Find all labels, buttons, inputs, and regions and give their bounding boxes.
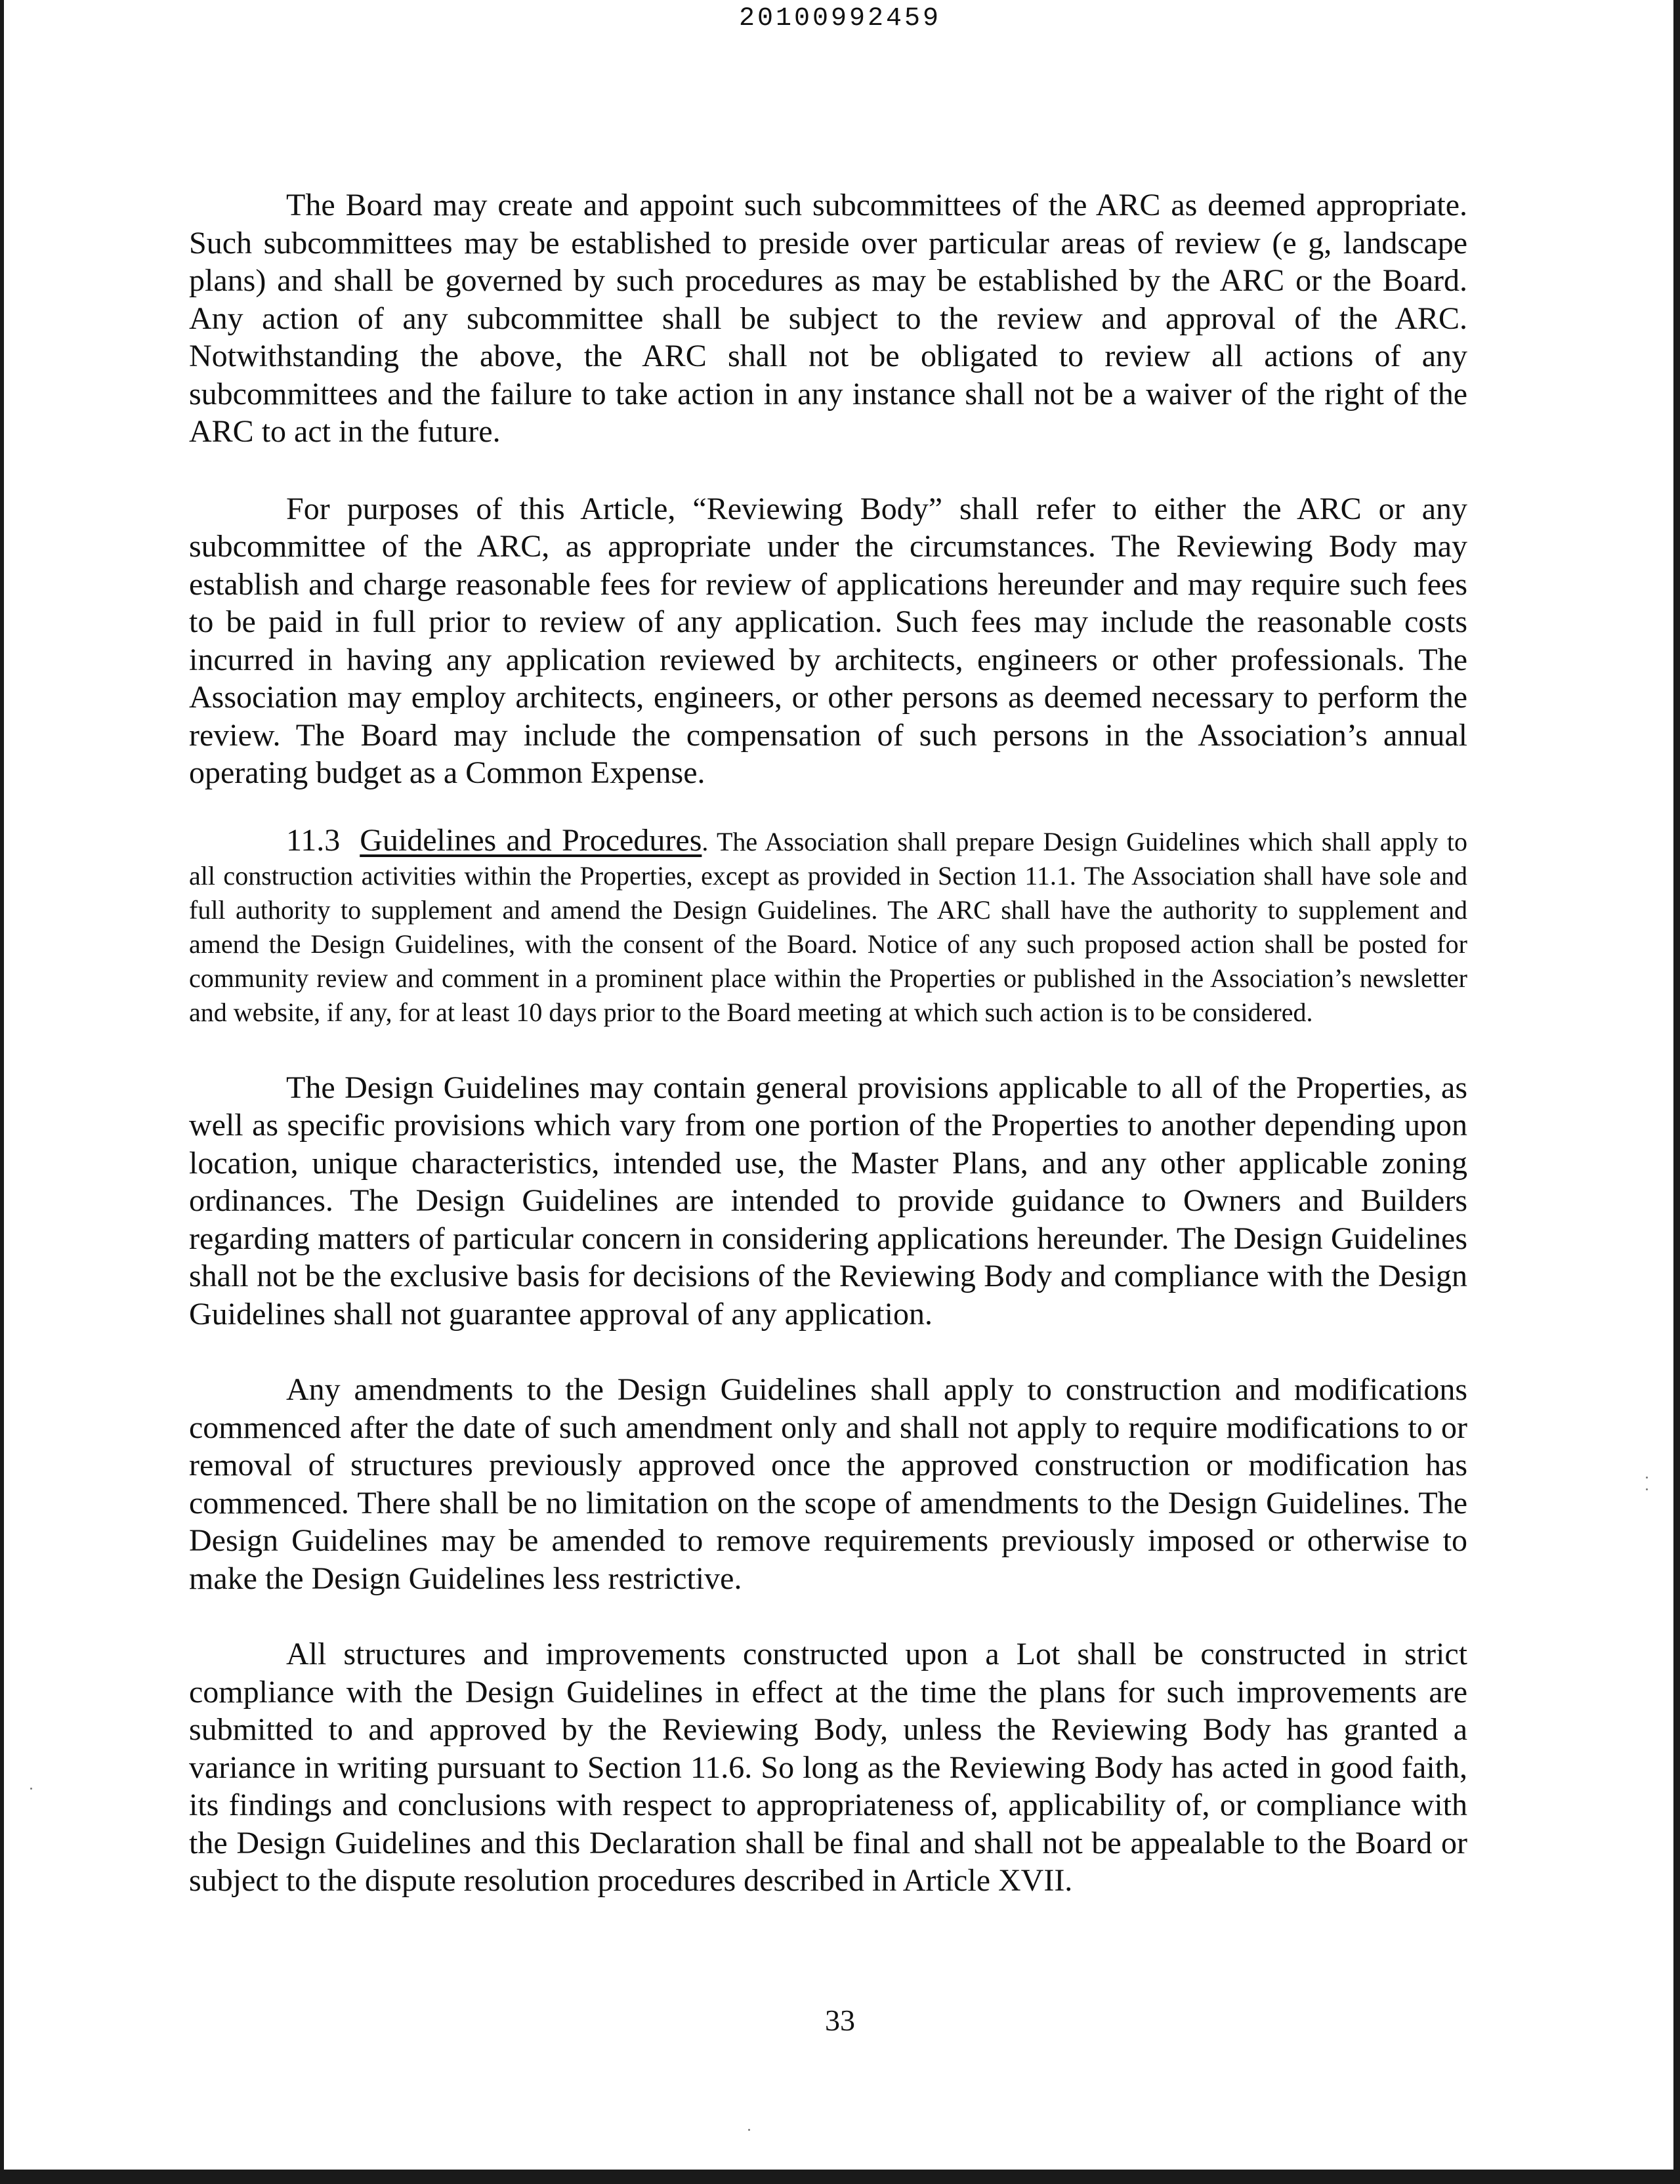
scan-speck [748,2129,750,2131]
scan-border-left [0,0,4,2184]
scan-border-bottom [0,2170,1680,2184]
section-heading: Guidelines and Procedures [360,822,702,858]
page-body [189,186,1467,1938]
paragraph-subcommittees: The Board may create and appoint such subcommittees of the ARC as deemed appropriate. Such subcommittees may be established to preside over particular areas of review (e g, landscape plans) and shall be governed by such procedures as may be established by the ARC or the Board. Any action of any subcommittee shall be subject to the review and approval of the ARC. Notwithstanding the above, the ARC shall not be obligated to review all actions of any subcommittees and the failure to take action in any instance shall not be a waiver of the right of the ARC to act in the future. [189,188,1467,449]
scan-speck [1646,1477,1648,1479]
section-11-3 [189,824,1467,1030]
page-number: 33 [825,2004,855,2037]
paragraph-compliance: All structures and improvements constructed upon a Lot shall be constructed in strict compliance with the Design Guidelines in effect at the time the plans for such improvements are submitted to and approved by the Reviewing Body, unless the Reviewing Body has granted a variance in writing pursuant to Section 11.6. So long as the Reviewing Body has acted in good faith, its findings and conclusions with respect to appropriateness of, applicability of, or compliance with the Design Guidelines and this Declaration shall be final and shall not be appealable to the Board or subject to the dispute resolution procedures described in Article XVII. [189,1637,1467,1898]
document-number: 20100992459 [738,4,942,33]
section-number: 11.3 [286,822,341,858]
scan-border-right [1673,0,1680,2184]
paragraph-guideline-provisions: The Design Guidelines may contain general provisions applicable to all of the Properties, as well as specific provisions which vary from one portion of the Properties to another depending upon location, unique characteristics, intended use, the Master Plans, and any other applicable zoning ordinances. The Design Guidelines are intended to provide guidance to Owners and Builders regarding matters of particular concern in considering applications hereunder. The Design Guidelines shall not be the exclusive basis for decisions of the Reviewing Body and compliance with the Design Guidelines shall not guarantee approval of any application. [189,1070,1467,1332]
section-text: . The Association shall prepare Design Guidelines which shall apply to all construction activities within the Properties, except as provided in Section 11.1. The Association shall have sole and full authority to supplement and amend the Design Guidelines. The ARC shall have the authority to supplement and amend the Design Guidelines, with the consent of the Board. Notice of any such proposed action shall be posted for community review and comment in a prominent place within the Properties or published in the Association’s newsletter and website, if any, for at least 10 days prior to the Board meeting at which such action is to be considered. [189,826,1467,1027]
scan-speck [30,1788,32,1790]
paragraph-reviewing-body: For purposes of this Article, “Reviewing Body” shall refer to either the ARC or any subcommittee of the ARC, as appropriate under the circumstances. The Reviewing Body may establish and charge reasonable fees for review of applications hereunder and may require such fees to be paid in full prior to review of any application. Such fees may include the reasonable costs incurred in having any application reviewed by architects, engineers or other professionals. The Association may employ architects, engineers, or other persons as deemed necessary to perform the review. The Board may include the compensation of such persons in the Association’s annual operating budget as a Common Expense. [189,491,1467,790]
paragraph-amendments: Any amendments to the Design Guidelines shall apply to construction and modifications commenced after the date of such amendment only and shall not apply to require modifications to or removal of structures previously approved once the approved construction or modification has commenced. There shall be no limitation on the scope of amendments to the Design Guidelines. The Design Guidelines may be amended to remove requirements previously imposed or otherwise to make the Design Guidelines less restrictive. [189,1372,1467,1596]
scan-speck [1646,1488,1648,1490]
